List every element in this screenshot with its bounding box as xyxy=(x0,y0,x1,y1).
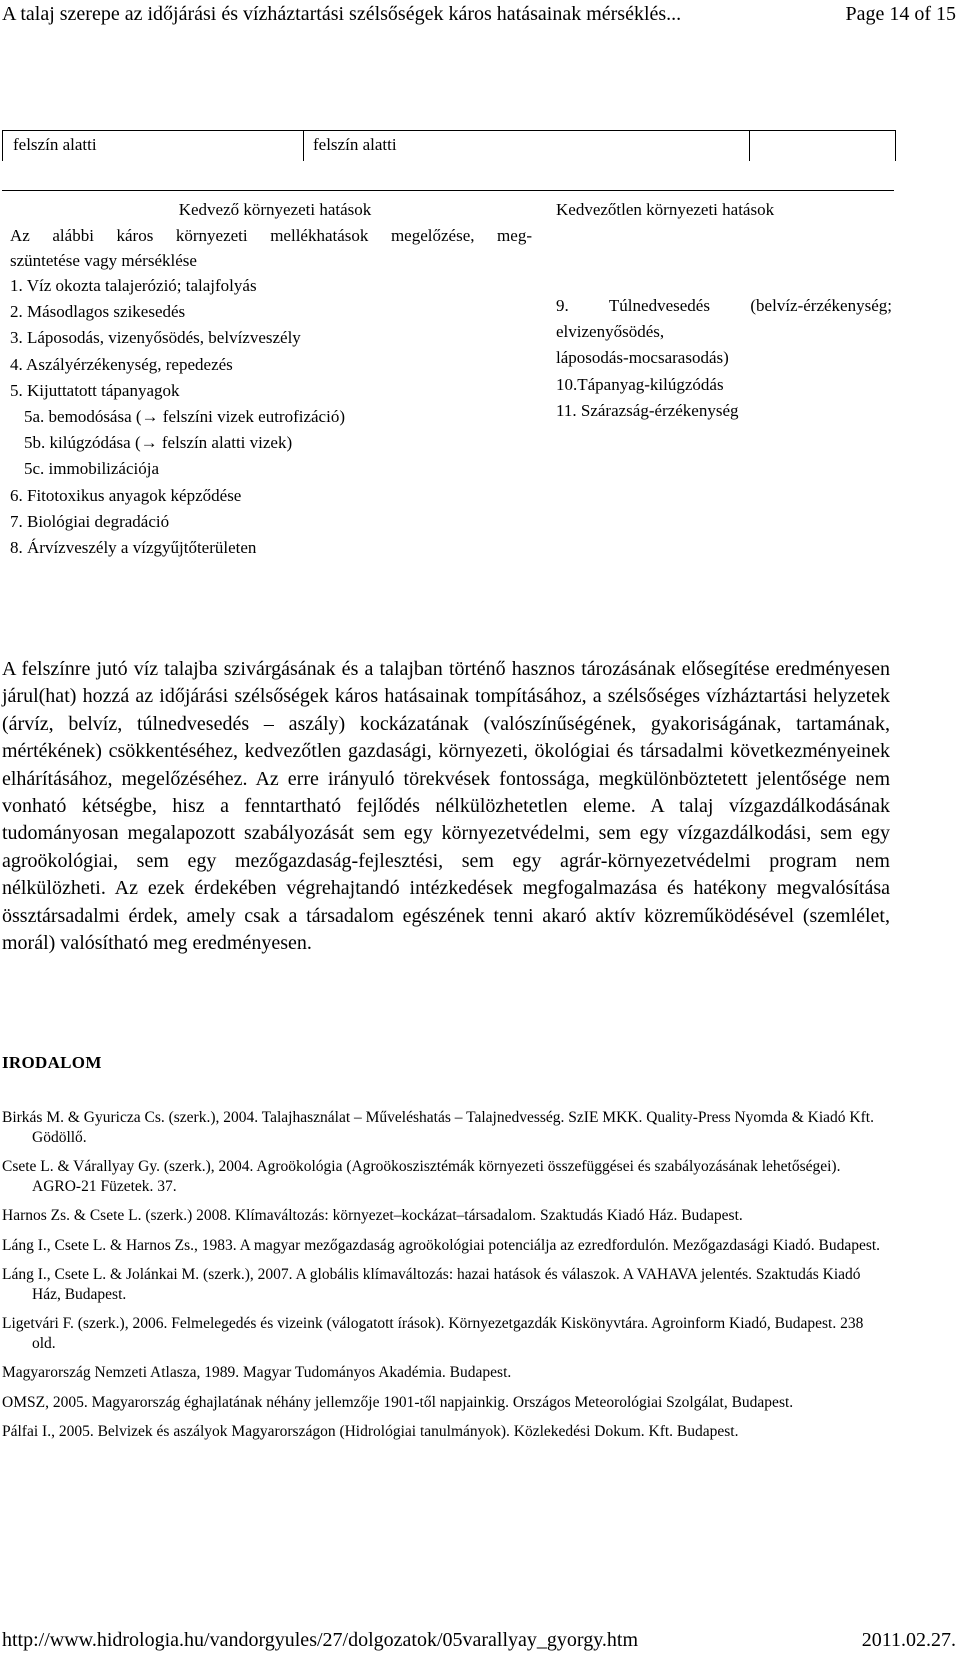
page-footer xyxy=(0,1626,960,1654)
reference-item: Láng I., Csete L. & Jolánkai M. (szerk.), 2007. A globális klímaváltozás: hazai hatások és válaszok. A VAHAVA jelentés. Szaktudás Kiadó Ház, Budapest. xyxy=(2,1266,861,1303)
list-item: 8. Árvízveszély a vízgyűjtőterületen xyxy=(10,538,257,558)
column-divider xyxy=(749,131,750,161)
list-item: 5c. immobilizációja xyxy=(24,459,160,479)
list-item: 5b. kilúgzódása (→ felszín alatti vizek) xyxy=(24,433,293,453)
document-title: A talaj szerepe az időjárási és vízháztartási szélsőségek káros hatásainak mérséklés... xyxy=(2,3,682,25)
page-number: Page 14 of 15 xyxy=(845,3,956,25)
reference-item: Ligetvári F. (szerk.), 2006. Felmelegedés és vizeink (válogatott írások). Környezetgazdák Kiskönyvtára. Agroinform Kiadó, Budapest. 238 old. xyxy=(2,1315,864,1352)
list-item: 10.Tápanyag-kilúgzódás xyxy=(556,374,724,394)
page-header xyxy=(0,0,960,36)
reference-item: OMSZ, 2005. Magyarország éghajlatának néhány jellemzője 1901-től napjainkig. Országos Meteorológiai Szolgálat, Budapest. xyxy=(2,1393,794,1411)
reference-item: Pálfai I., 2005. Belvizek és aszályok Magyarországon (Hidrológiai tanulmányok). Közlekedési Dokum. Kft. Budapest. xyxy=(2,1423,739,1440)
list-item: 6. Fitotoxikus anyagok képződése xyxy=(10,485,242,505)
list-item: 5a. bemodósása (→ felszíni vizek eutrofizáció) xyxy=(24,407,345,427)
column-intro xyxy=(10,223,532,273)
table-row-top xyxy=(2,130,896,161)
column-header: Kedvezőtlen környezeti hatások xyxy=(556,200,775,219)
list-item: 11. Szárazság-érzékenység xyxy=(556,400,739,420)
body-paragraph: A felszínre jutó víz talajba szivárgásának és a talajban történő hasznos tározásának elősegítése eredményesen járul(hat) hozzá az időjárási szélsőségek káros hatásainak tompításához, a szélsőséges vízháztartási helyzetek (árvíz, belvíz, túlnedvesedés – aszály) kockázatának (valószínűségének, gyakoriságának, tartamának, mértékének) csökkentéséhez, kedvezőtlen gazdasági, környezeti, ökológiai és társadalmi következményeinek elhárításához, megelőzéséhez. Az erre irányuló törekvések fontossága, megkülönböztetett jelentősége nem vonható kétségbe, hisz a fenntartható fejlődés nélkülözhetetlen eleme. A talaj vízgazdálkodásának tudományosan megalapozott szabályozását sem egy környezetvédelmi, sem egy vízgazdálkodási, sem egy agroökológiai, sem egy mezőgazdaság-fejlesztési, sem egy agrár-környezetvédelmi program nem nélkülözheti. Az ezek érdekében végrehajtandó intézkedések megfogalmazása és hatékony megvalósítása össztársadalmi érdek, amely csak a társadalom egészének tenni akaró aktív közreműködésével (szemlélet, morál) valósítható meg eredményesen. xyxy=(2,658,890,955)
references-list xyxy=(2,1108,890,1452)
favorable-effects-list xyxy=(10,273,540,561)
list-item: láposodás-mocsarasodás) xyxy=(556,348,729,368)
list-item: elvizenyősödés, xyxy=(556,322,665,342)
source-url[interactable]: http://www.hidrologia.hu/vandorgyules/27/dolgozatok/05varallyay_gyorgy.htm xyxy=(2,1629,639,1651)
list-item: 9. Túlnedvesedés (belvíz-érzékenység; xyxy=(556,296,892,315)
references-heading: IRODALOM xyxy=(2,1053,102,1072)
list-item: 3. Láposodás, vizenyősödés, belvízveszély xyxy=(10,328,301,348)
list-item: 5. Kijuttatott tápanyagok xyxy=(10,380,180,400)
list-item: 7. Biológiai degradáció xyxy=(10,511,170,531)
table-cell: felszín alatti xyxy=(13,135,97,154)
unfavorable-effects-list xyxy=(556,293,896,424)
reference-item: Csete L. & Várallyay Gy. (szerk.), 2004. Agroökológia (Agroökoszisztémák környezeti összefüggései és szabályozásának lehetőségei). AGRO-21 Füzetek. 37. xyxy=(2,1158,841,1195)
table-rule xyxy=(2,190,894,191)
list-item: 4. Aszályérzékenység, repedezés xyxy=(10,354,233,374)
reference-item: Láng I., Csete L. & Harnos Zs., 1983. A magyar mezőgazdaság agroökológiai potenciálja az ezredfordulón. Mezőgazdasági Kiadó. Budapest. xyxy=(2,1236,881,1254)
list-item: 1. Víz okozta talajerózió; talajfolyás xyxy=(10,276,257,295)
column-header: Kedvező környezeti hatások xyxy=(178,200,372,219)
list-item: 2. Másodlagos szikesedés xyxy=(10,302,186,322)
unfavorable-effects-column xyxy=(556,197,896,424)
reference-item: Birkás M. & Gyuricza Cs. (szerk.), 2004. Talajhasználat – Műveléshatás – Talajnedvesség. SzIE MKK. Quality-Press Nyomda & Kiadó Kft. Gödöllő. xyxy=(2,1109,874,1146)
favorable-effects-column xyxy=(10,197,540,561)
intro-line: szüntetése vagy mérséklése xyxy=(10,251,197,270)
table-cell: felszín alatti xyxy=(313,135,397,154)
reference-item: Magyarország Nemzeti Atlasza, 1989. Magyar Tudományos Akadémia. Budapest. xyxy=(2,1364,512,1381)
print-date: 2011.02.27. xyxy=(861,1629,956,1651)
reference-item: Harnos Zs. & Csete L. (szerk.) 2008. Klímaváltozás: környezet–kockázat–társadalom. Szaktudás Kiadó Ház. Budapest. xyxy=(2,1207,743,1224)
intro-line: Az alábbi káros környezeti mellékhatások megelőzése, meg- xyxy=(10,226,532,245)
column-divider xyxy=(303,131,304,161)
